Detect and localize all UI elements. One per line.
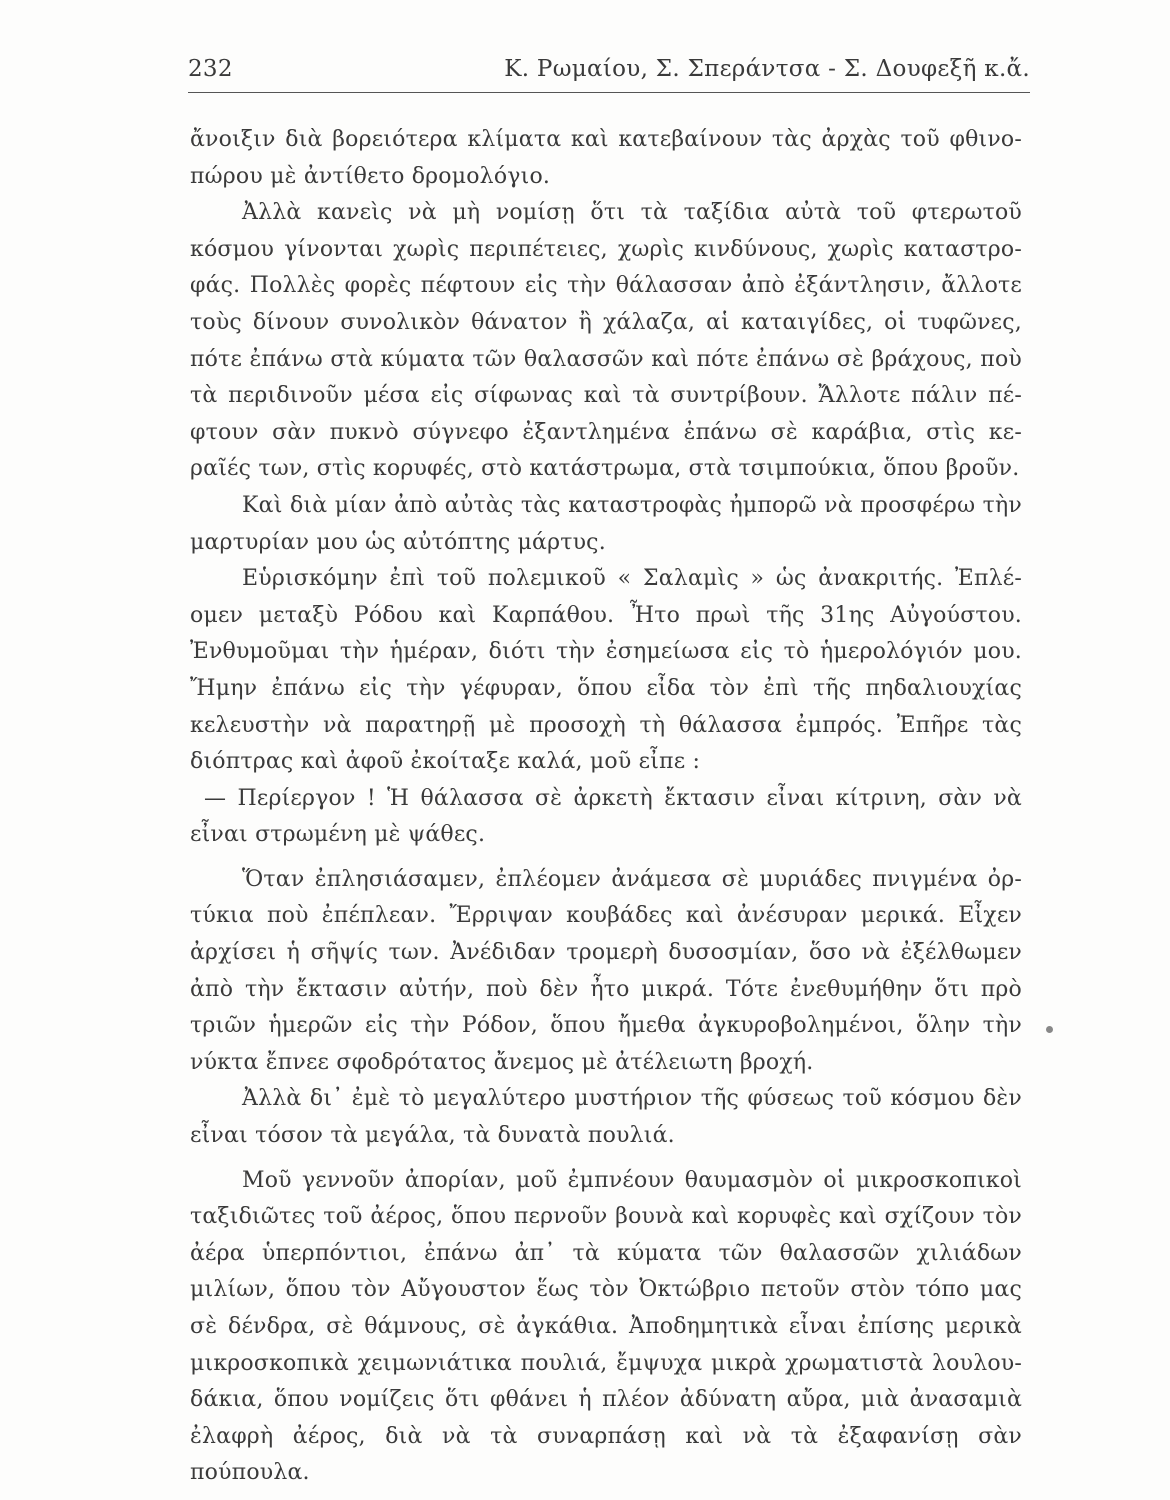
body-text <box>190 122 1022 1492</box>
header-rule <box>188 92 1030 93</box>
paragraph-6: Ὅταν ἐπλησιάσαμεν, ἐπλέομεν ἀνάμεσα σὲ μυριάδες πνιγμένα ὀρ-τύκια ποὺ ἐπέπλεαν. Ἔρριψαν κουβάδες καὶ ἀνέσυραν μερικά. Εἶχεν ἀρχίσει ἡ σῆψίς των. Ἀνέδιδαν τρομερὴ δυσοσμίαν, ὅσο νὰ ἐξέλθωμεν ἀπὸ τὴν ἔκτασιν αὐτήν, ποὺ δὲν ἦτο μικρά. Τότε ἐνεθυμήθην ὅτι πρὸ τριῶν ἡμερῶν εἰς τὴν Ρόδον, ὅπου ἤμεθα ἀγκυροβολημένοι, ὅλην τὴν νύκτα ἔπνεε σφοδρότατος ἄνεμος μὲ ἀτέλειωτη βροχή. <box>190 866 1022 1075</box>
paragraph-2: Ἀλλὰ κανεὶς νὰ μὴ νομίσῃ ὅτι τὰ ταξίδια αὐτὰ τοῦ φτερωτοῦ κόσμου γίνονται χωρὶς περιπέτειες, χωρὶς κινδύνους, χωρὶς καταστρο-φάς. Πολλὲς φορὲς πέφτουν εἰς τὴν θάλασσαν ἀπὸ ἐξάντλησιν, ἄλλοτε τοὺς δίνουν συνολικὸν θάνατον ἢ χάλαζα, αἱ καταιγίδες, οἱ τυφῶνες, πότε ἐπάνω στὰ κύματα τῶν θαλασσῶν καὶ πότε ἐπάνω σὲ βράχους, ποὺ τὰ περιδινοῦν μέσα εἰς σίφωνας καὶ τὰ συντρίβουν. Ἄλλοτε πάλιν πέ-φτουν σὰν πυκνὸ σύγνεφο ἐξαντλημένα ἐπάνω σὲ καράβια, στὶς κε-ραῖές των, στὶς κορυφές, στὸ κατάστρωμα, στὰ τσιμπούκια, ὅπου βροῦν. <box>190 200 1022 482</box>
margin-mark <box>1046 1026 1053 1033</box>
paragraph-4: Εὑρισκόμην ἐπὶ τοῦ πολεμικοῦ « Σαλαμὶς » ὡς ἀνακριτής. Ἐπλέ-ομεν μεταξὺ Ρόδου καὶ Καρπάθου. Ἦτο πρωὶ τῆς 31ης Αὐγούστου. Ἐνθυμοῦμαι τὴν ἡμέραν, διότι τὴν ἐσημείωσα εἰς τὸ ἡμερολόγιόν μου. Ἤμην ἐπάνω εἰς τὴν γέφυραν, ὅπου εἶδα τὸν ἐπὶ τῆς πηδαλιουχίας κελευστὴν νὰ παρατηρῇ μὲ προσοχὴ τὴ θάλασσα ἐμπρός. Ἐπῆρε τὰς διόπτρας καὶ ἀφοῦ ἐκοίταξε καλά, μοῦ εἶπε : <box>190 566 1022 775</box>
paragraph-5-dialogue: — Περίεργον ! Ἡ θάλασσα σὲ ἀρκετὴ ἔκτασιν εἶναι κίτρινη, σὰν νὰ εἶναι στρωμένη μὲ ψάθες. <box>190 785 1022 848</box>
paragraph-7: Ἀλλὰ δι᾽ ἐμὲ τὸ μεγαλύτερο μυστήριον τῆς φύσεως τοῦ κόσμου δὲν εἶναι τόσον τὰ μεγάλα, τὰ δυνατὰ πουλιά. <box>190 1086 1022 1149</box>
paragraph-3: Καὶ διὰ μίαν ἀπὸ αὐτὰς τὰς καταστροφὰς ἠμπορῶ νὰ προσφέρω τὴν μαρτυρίαν μου ὡς αὐτόπτης μάρτυς. <box>190 492 1022 555</box>
running-title: Κ. Ρωμαίου, Σ. Σπεράντσα - Σ. Δουφεξῆ κ.ἄ. <box>504 56 1030 82</box>
paragraph-1: ἄνοιξιν διὰ βορειότερα κλίματα καὶ κατεβαίνουν τὰς ἀρχὰς τοῦ φθινο-πώρου μὲ ἀντίθετο δρομολόγιο. <box>190 127 1022 189</box>
page-header <box>188 50 1030 90</box>
page-number: 232 <box>188 56 233 82</box>
paragraph-8: Μοῦ γεννοῦν ἀπορίαν, μοῦ ἐμπνέουν θαυμασμὸν οἱ μικροσκοπικοὶ ταξιδιῶτες τοῦ ἀέρος, ὅπου περνοῦν βουνὰ καὶ κορυφὲς καὶ σχίζουν τὸν ἀέρα ὑπερπόντιοι, ἐπάνω ἀπ᾽ τὰ κύματα τῶν θαλασσῶν χιλιάδων μιλίων, ὅπου τὸν Αὔγουστον ἕως τὸν Ὀκτώβριο πετοῦν στὸν τόπο μας σὲ δένδρα, σὲ θάμνους, σὲ ἀγκάθια. Ἀποδημητικὰ εἶναι ἐπίσης μερικὰ μικροσκοπικὰ χειμωνιάτικα πουλιά, ἔμψυχα μικρὰ χρωματιστὰ λουλου-δάκια, ὅπου νομίζεις ὅτι φθάνει ἡ πλέον ἀδύνατη αὔρα, μιὰ ἀνασαμιὰ ἐλαφρὴ ἀέρος, διὰ νὰ τὰ συναρπάσῃ καὶ νὰ τὰ ἐξαφανίσῃ σὰν πούπουλα. <box>190 1167 1022 1486</box>
